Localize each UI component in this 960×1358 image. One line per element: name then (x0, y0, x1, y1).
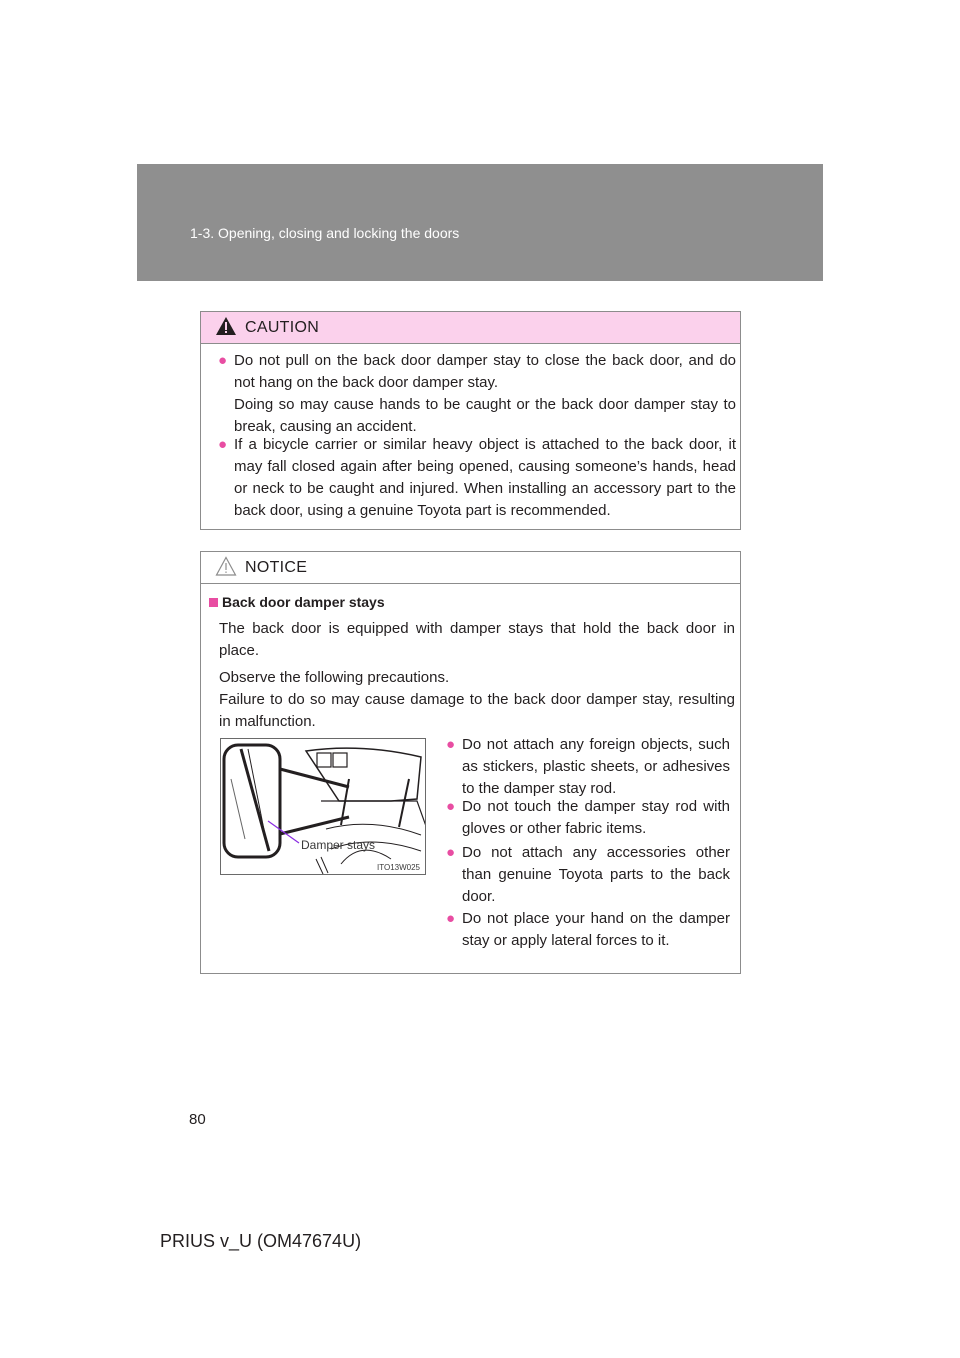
notice-heading (209, 594, 385, 610)
caution-bullet-2 (218, 434, 736, 522)
back-door-drawing (221, 739, 426, 875)
page-number: 80 (189, 1111, 206, 1128)
caution-header (201, 312, 740, 344)
warning-triangle-icon (215, 316, 237, 341)
notice-observe: Observe the following precautions. (219, 669, 450, 686)
bullet-dot-icon: ● (218, 352, 228, 369)
figure-label: Damper stays (301, 838, 376, 852)
notice-bullet-1 (446, 734, 730, 800)
bullet-dot-icon: ● (218, 436, 228, 453)
notice-bullet-3-text: Do not attach any accessories other than genuine Toyota parts to the back door. (462, 844, 730, 905)
damper-stay-illustration (220, 738, 426, 875)
notice-failure: Failure to do so may cause damage to the back door damper stay, resulting in malfunction. (219, 691, 735, 730)
figure-code: ITO13W025 (377, 863, 420, 872)
caution-bullet-2-text: If a bicycle carrier or similar heavy object is attached to the back door, it may fall closed again after being opened, causing someone’s hands, head or neck to be caught and injured. When installing an accessory part to the back door, using a genuine Toyota part is recommended. (234, 436, 736, 519)
caution-bullet-1-text: Do not pull on the back door damper stay to close the back door, and do not hang on the back door damper stay. (234, 352, 736, 391)
notice-bullet-2-text: Do not touch the damper stay rod with gloves or other fabric items. (462, 798, 730, 837)
square-bullet-icon (209, 598, 218, 607)
header-band (137, 164, 823, 281)
notice-heading-text: Back door damper stays (222, 594, 385, 610)
notice-bullet-3 (446, 842, 730, 908)
caution-title: CAUTION (245, 319, 320, 336)
caution-bullet-1-consequence: Doing so may cause hands to be caught or the back door damper stay to break, causing an accident. (234, 396, 736, 435)
bullet-dot-icon: ● (446, 798, 456, 815)
notice-header (201, 552, 740, 584)
section-title: 1-3. Opening, closing and locking the doors (190, 225, 460, 241)
bullet-dot-icon: ● (446, 844, 456, 861)
notice-bullet-4-text: Do not place your hand on the damper stay or apply lateral forces to it. (462, 910, 730, 949)
notice-bullet-4 (446, 908, 730, 952)
notice-bullet-2 (446, 796, 730, 840)
warning-triangle-outline-icon (215, 556, 237, 581)
footer-model: PRIUS v_U (OM47674U) (160, 1231, 362, 1251)
caution-bullet-1 (218, 350, 736, 438)
notice-bullet-1-text: Do not attach any foreign objects, such as stickers, plastic sheets, or adhesives to the damper stay rod. (462, 736, 730, 797)
bullet-dot-icon: ● (446, 910, 456, 927)
notice-intro: The back door is equipped with damper stays that hold the back door in place. (219, 620, 735, 659)
notice-title: NOTICE (245, 559, 308, 576)
bullet-dot-icon: ● (446, 736, 456, 753)
